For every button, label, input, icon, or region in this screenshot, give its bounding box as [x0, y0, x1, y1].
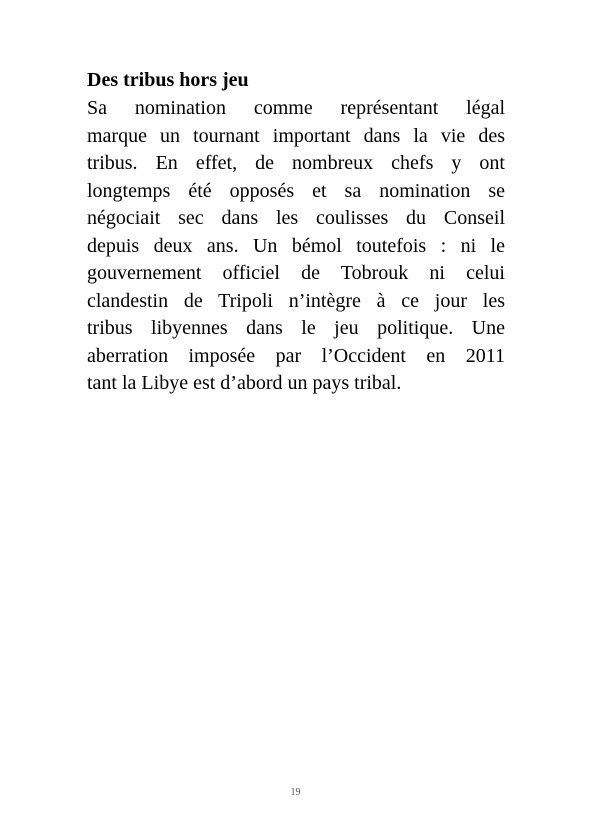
body-paragraph	[87, 95, 505, 398]
paragraph-line: gouvernement officiel de Tobrouk ni celui	[87, 262, 505, 284]
page-number: 19	[290, 787, 301, 798]
paragraph-line: tant la Libye est d’abord un pays tribal.	[87, 372, 402, 394]
paragraph-line: clandestin de Tripoli n’intègre à ce jour les	[87, 289, 505, 312]
paragraph-line: depuis deux ans. Un bémol toutefois : ni le	[87, 234, 505, 257]
paragraph-line: tribus libyennes dans le jeu politique. Une	[87, 317, 505, 339]
paragraph-line: négociait sec dans les coulisses du Conseil	[87, 207, 505, 229]
paragraph-line: aberration imposée par l’Occident en 2011	[87, 344, 505, 367]
paragraph-line: marque un tournant important dans la vie des	[87, 124, 505, 147]
paragraph-line: longtemps été opposés et sa nomination se	[87, 179, 505, 202]
section-heading: Des tribus hors jeu	[87, 69, 249, 91]
paragraph-line: Sa nomination comme représentant légal	[87, 97, 505, 119]
paragraph-line: tribus. En effet, de nombreux chefs y ont	[87, 152, 505, 174]
